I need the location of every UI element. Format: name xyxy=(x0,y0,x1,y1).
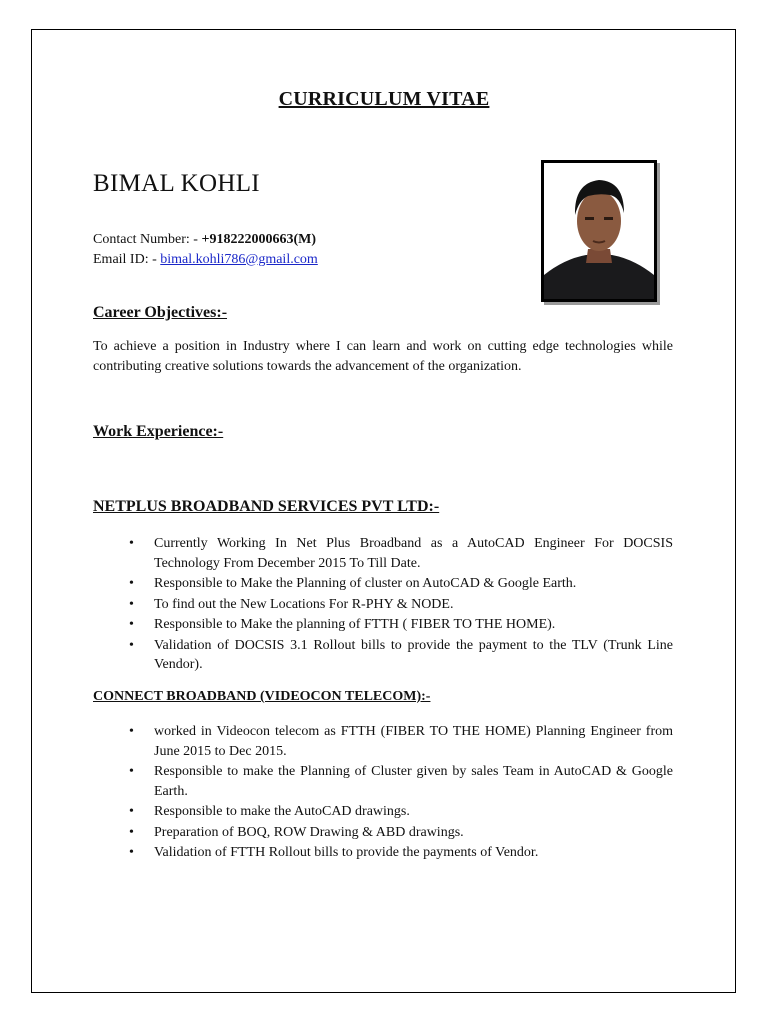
email-line xyxy=(93,250,318,270)
profile-photo xyxy=(541,160,657,302)
list-item: • To find out the New Locations For R-PHY & NODE. xyxy=(93,595,673,615)
phone-label: Contact Number: - xyxy=(93,232,202,247)
list-item: • Validation of FTTH Rollout bills to provide the payments of Vendor. xyxy=(93,843,673,863)
phone-number: +918222000663(M) xyxy=(201,232,316,247)
document-title: CURRICULUM VITAE xyxy=(278,88,490,110)
portrait-image xyxy=(544,163,654,299)
career-objectives-heading: Career Objectives:- xyxy=(93,304,228,321)
list-item: • Validation of DOCSIS 3.1 Rollout bills to provide the payment to the TLV (Trunk Line Vendor). xyxy=(93,636,673,675)
email-link[interactable]: bimal.kohli786@gmail.com xyxy=(160,251,318,267)
list-item: • Responsible to make the AutoCAD drawings. xyxy=(93,802,673,822)
email-label: Email ID: - xyxy=(93,251,161,267)
list-item: • worked in Videocon telecom as FTTH (FIBER TO THE HOME) Planning Engineer from June 2015 to Dec 2015. xyxy=(93,722,673,761)
contact-block xyxy=(93,230,318,269)
list-item: • Responsible to Make the planning of FTTH ( FIBER TO THE HOME). xyxy=(93,615,673,635)
candidate-name: BIMAL KOHLI xyxy=(93,170,260,197)
connect-duties-list xyxy=(93,722,673,864)
list-item: • Currently Working In Net Plus Broadband as a AutoCAD Engineer For DOCSIS Technology From December 2015 To Till Date. xyxy=(93,534,673,573)
list-item: • Preparation of BOQ, ROW Drawing & ABD drawings. xyxy=(93,823,673,843)
work-experience-heading: Work Experience:- xyxy=(93,423,224,440)
netplus-duties-list xyxy=(93,534,673,676)
company-heading: NETPLUS BROADBAND SERVICES PVT LTD:- xyxy=(93,498,440,515)
phone-line xyxy=(93,230,318,250)
list-item: • Responsible to Make the Planning of cluster on AutoCAD & Google Earth. xyxy=(93,574,673,594)
career-objectives-text: To achieve a position in Industry where I can learn and work on cutting edge technologies while contributing creative solutions towards the advancement of the organization. xyxy=(93,339,673,374)
company-heading: CONNECT BROADBAND (VIDEOCON TELECOM):- xyxy=(93,689,431,704)
list-item: • Responsible to make the Planning of Cluster given by sales Team in AutoCAD & Google Earth. xyxy=(93,762,673,801)
